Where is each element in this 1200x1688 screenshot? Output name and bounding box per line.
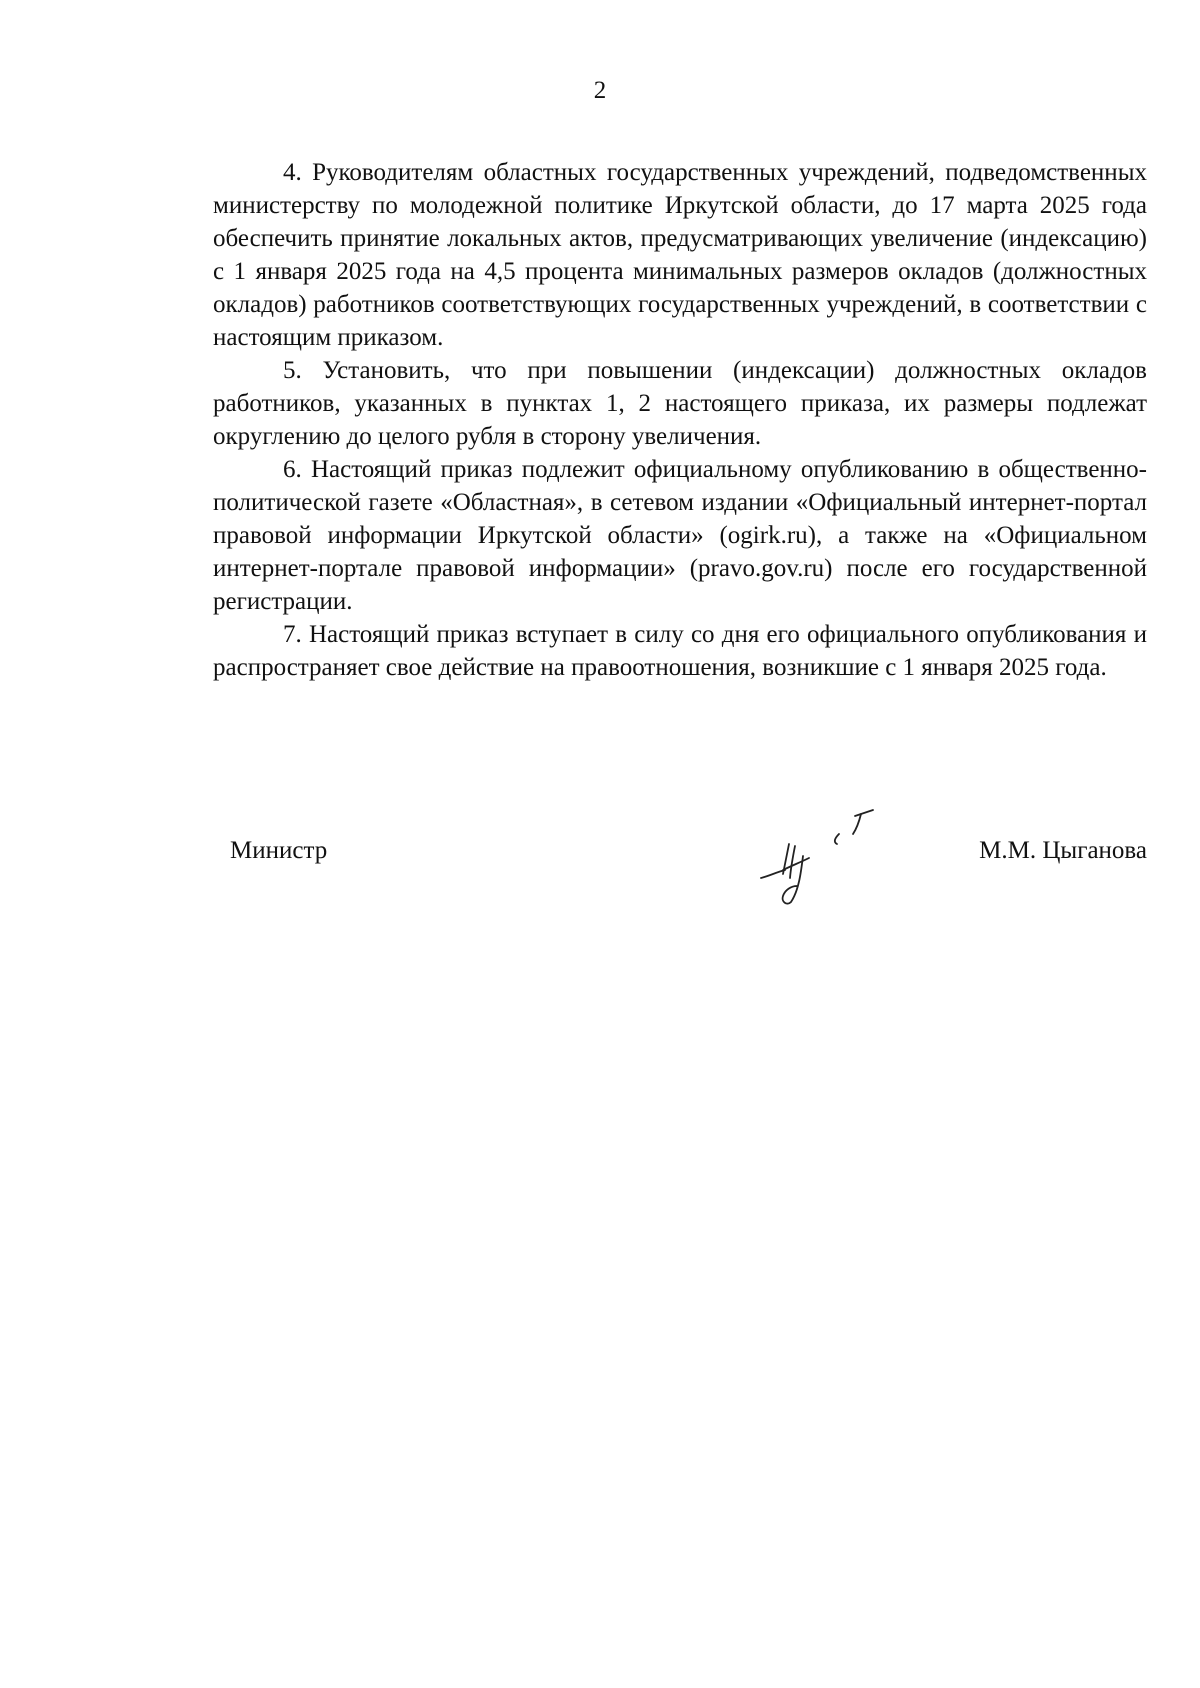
signatory-title: Министр <box>230 837 328 864</box>
signature-block <box>213 796 1147 906</box>
paragraph-4: 4. Руководителям областных государственных учреждений, подведомственных министерству по молодежной политике Иркутской области, до 17 марта 2025 года обеспечить принятие локальных актов, предусматривающих увеличение (индексацию) с 1 января 2025 года на 4,5 процента минимальных размеров окладов (должностных окладов) работников соответствующих государственных учреждений, в соответствии с настоящим приказом. <box>213 159 1147 351</box>
paragraph-6: 6. Настоящий приказ подлежит официальному опубликованию в общественно-политической газете «Областная», в сетевом издании «Официальный интернет-портал правовой информации Иркутской области» (ogirk.ru), а также на «Официальном интернет-портале правовой информации» (pravo.gov.ru) после его государственной регистрации. <box>213 456 1147 615</box>
document-body <box>213 156 1147 684</box>
paragraph-7: 7. Настоящий приказ вступает в силу со дня его официального опубликования и распространяет свое действие на правоотношения, возникшие с 1 января 2025 года. <box>213 621 1147 681</box>
page-number: 2 <box>593 77 607 104</box>
paragraph-5: 5. Установить, что при повышении (индексации) должностных окладов работников, указанных в пунктах 1, 2 настоящего приказа, их размеры подлежат округлению до целого рубля в сторону увеличения. <box>213 357 1147 450</box>
handwritten-signature <box>743 786 903 906</box>
signatory-name: М.М. Цыганова <box>979 837 1147 864</box>
